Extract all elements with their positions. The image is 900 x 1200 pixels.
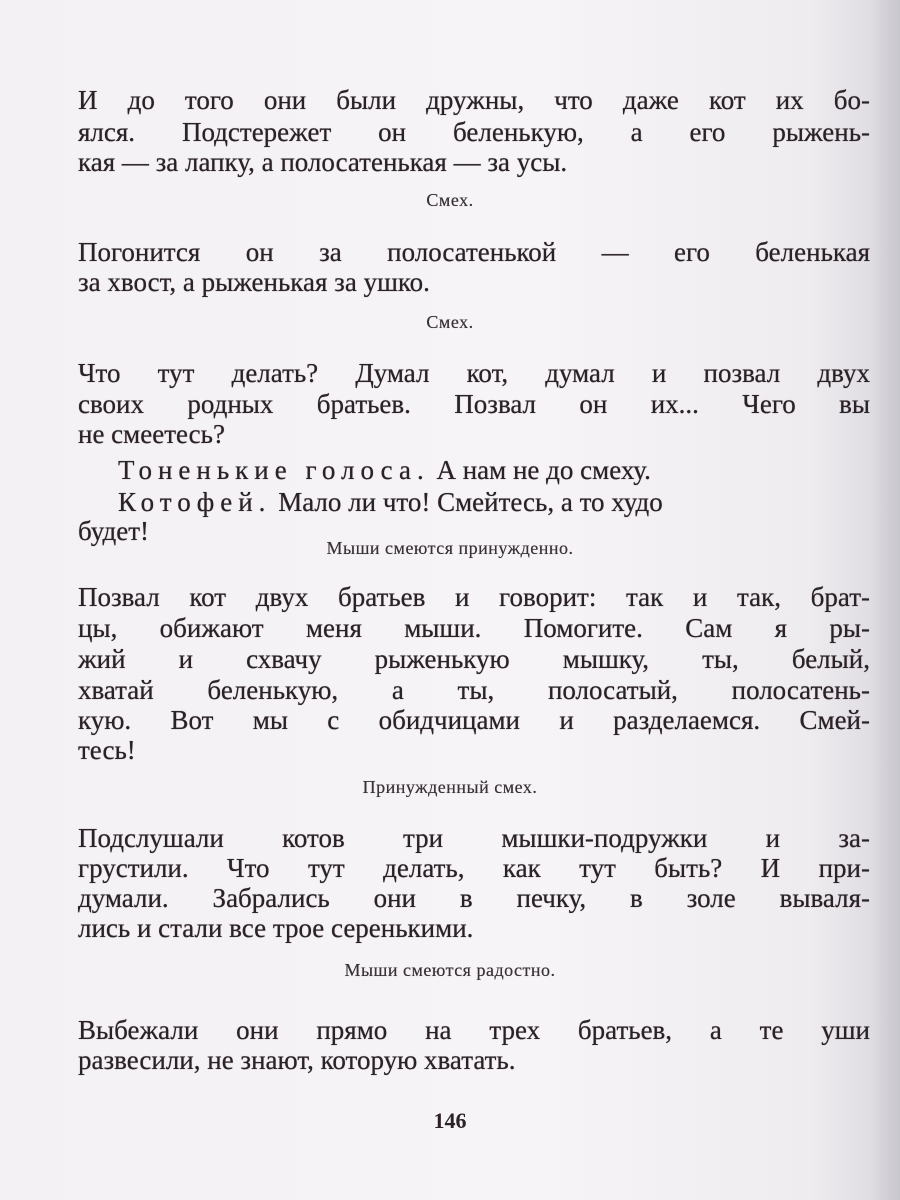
paragraph-line: жий и схвачу рыженькую мышку, ты, белый, — [78, 644, 870, 674]
paragraph-line: кая — за лапку, а полосатенькая — за усы. — [78, 147, 568, 177]
paragraph-line: лись и стали все трое серенькими. — [78, 913, 474, 943]
paragraph-line: Подслушали котов три мышки-подружки и за- — [78, 823, 870, 853]
speech-line — [118, 486, 870, 518]
stage-direction: Принужденный смех. — [362, 777, 538, 797]
paragraph-line: грустили. Что тут делать, как тут быть? И при- — [78, 853, 870, 883]
stage-direction: Смех. — [426, 312, 474, 332]
paragraph-line: кую. Вот мы с обидчицами и разделаемся. Смей- — [78, 705, 870, 735]
speaker-name: Котофей. — [118, 487, 272, 517]
speech-text: Мало ли что! Смейтесь, а то худо — [278, 487, 663, 517]
page-edge-shadow — [870, 0, 900, 1200]
paragraph-line: тесь! — [78, 735, 136, 765]
speech-line — [118, 454, 870, 486]
paragraph-line: за хвост, а рыженькая за ушко. — [78, 267, 430, 297]
stage-direction: Смех. — [426, 190, 474, 210]
stage-direction: Мыши смеются радостно. — [344, 960, 556, 980]
speech-text: А нам не до смеху. — [436, 455, 651, 485]
paragraph-line: Что тут делать? Думал кот, думал и позвал двух — [78, 358, 870, 388]
paragraph-line: Выбежали они прямо на трех братьев, а те уши — [78, 1015, 870, 1045]
paragraph-line: хватай беленькую, а ты, полосатый, полосатень- — [78, 675, 870, 705]
paragraph-line: не смеетесь? — [78, 419, 225, 449]
paragraph-line: цы, обижают меня мыши. Помогите. Сам я ры- — [78, 613, 870, 643]
paragraph-line: развесили, не знают, которую хватать. — [78, 1045, 516, 1075]
page-number: 146 — [433, 1108, 467, 1133]
paragraph-line: своих родных братьев. Позвал он их... Чего вы — [78, 389, 870, 419]
paragraph-line: думали. Забрались они в печку, в золе вываля- — [78, 883, 870, 913]
paragraph-line: Позвал кот двух братьев и говорит: так и так, брат- — [78, 582, 870, 612]
speech-line: будет! — [78, 516, 150, 546]
speaker-name: Тоненькие голоса. — [118, 455, 430, 485]
paragraph-line: ялся. Подстережет он беленькую, а его рыжень- — [78, 117, 870, 147]
stage-direction: Мыши смеются принужденно. — [326, 538, 574, 558]
paragraph-line: Погонится он за полосатенькой — его беленькая — [78, 237, 870, 267]
paragraph-line: И до того они были дружны, что даже кот их бо- — [78, 85, 870, 115]
